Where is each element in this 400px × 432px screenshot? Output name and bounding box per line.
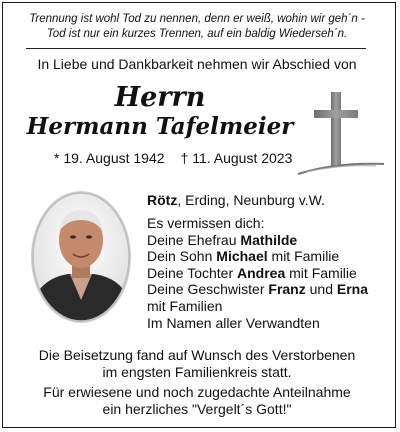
deceased-name: Hermann Tafelmeier (26, 113, 294, 140)
location-others: , Erding, Neunburg v.W. (177, 192, 325, 208)
portrait-photo (30, 190, 132, 324)
salutation: Herrn (114, 82, 206, 113)
mourner-name: Franz (268, 281, 306, 298)
mourner-name: Andrea (237, 264, 286, 281)
quote-line-2: Tod ist nur ein kurzes Trennen, auf ein baldig Wiederseh´n. (46, 28, 348, 40)
locations (147, 192, 325, 208)
mourner-text: mit Familie (267, 248, 340, 265)
funeral-line-1: Die Beisetzung fand auf Wunsch des Verstorbenen (38, 347, 356, 363)
intro-text: In Liebe und Dankbarkeit nehmen wir Abschied von (37, 56, 357, 72)
mourner-siblings-families: mit Familien (147, 297, 223, 314)
poem-quote (0, 12, 394, 42)
mourner-text: mit Familie (285, 264, 357, 281)
life-dates (54, 150, 292, 166)
death-date: † 11. August 2023 (180, 150, 293, 166)
mourners-closing: Im Namen aller Verwandten (147, 314, 320, 331)
mourner-son (147, 248, 368, 265)
funeral-note (0, 347, 394, 381)
thanks-note (0, 384, 394, 418)
mourner-name: Michael (216, 248, 268, 265)
mourners-list (147, 215, 368, 331)
mourner-text: Deine Geschwister (147, 281, 269, 298)
location-main: Rötz (147, 192, 178, 208)
mourner-wife (147, 232, 368, 249)
mourner-name: Erna (336, 281, 368, 298)
cross-icon (296, 90, 386, 176)
thanks-line-1: Für erwiesene und noch zugedachte Anteilnahme (43, 384, 351, 400)
mourner-daughter (147, 265, 368, 282)
mourner-siblings (147, 281, 368, 298)
mourner-text: und (305, 281, 337, 298)
quote-line-1: Trennung ist wohl Tod zu nennen, denn er weiß, wohin wir geh´n - (29, 13, 365, 25)
birth-date: * 19. August 1942 (54, 150, 165, 166)
funeral-line-2: im engsten Familienkreis statt. (102, 364, 292, 380)
mourners-header: Es vermissen dich: (147, 215, 265, 231)
mourner-name: Mathilde (240, 231, 298, 248)
mourner-text: Dein Sohn (147, 248, 217, 265)
thanks-line-2: ein herzliches "Vergelt´s Gott!" (102, 401, 292, 417)
mourner-text: Deine Tochter (147, 264, 238, 281)
mourner-text: Deine Ehefrau (147, 231, 241, 248)
divider-line (26, 48, 366, 49)
